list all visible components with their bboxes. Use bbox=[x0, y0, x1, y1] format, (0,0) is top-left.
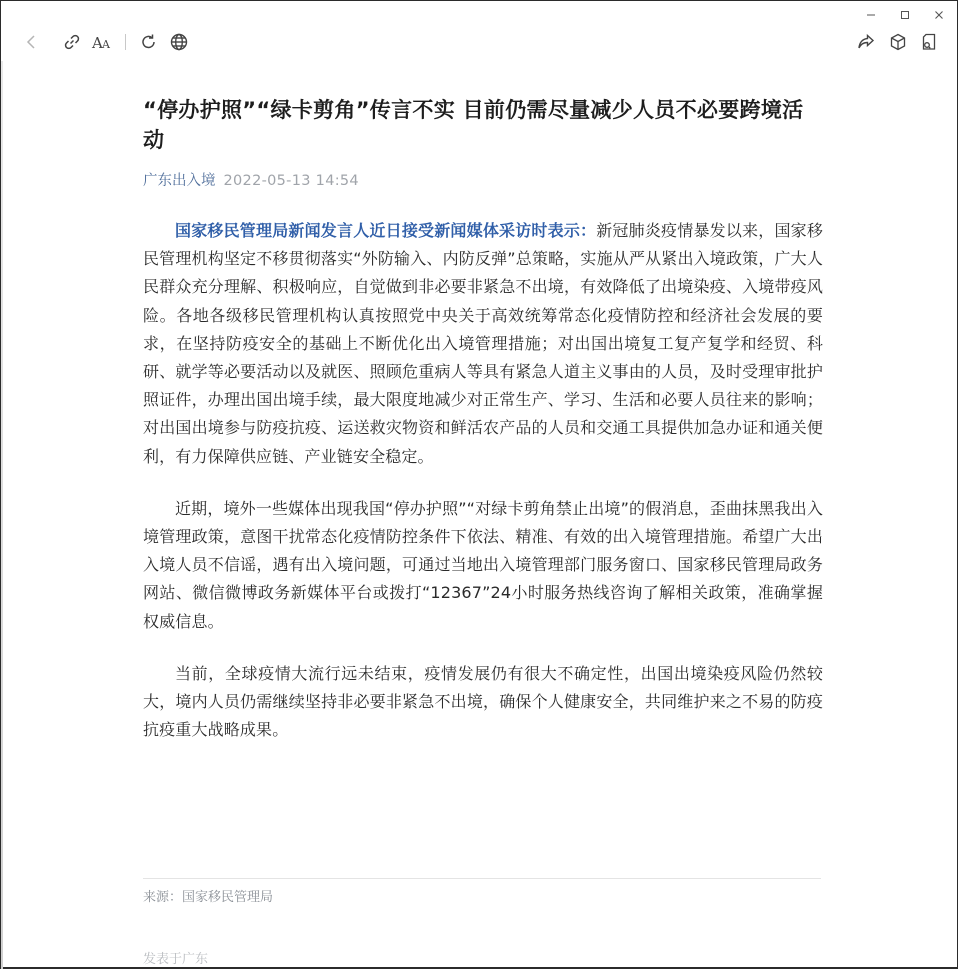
article-meta bbox=[143, 171, 823, 191]
globe-icon[interactable] bbox=[168, 31, 190, 53]
footer-divider bbox=[143, 878, 821, 879]
reader-mode-icon[interactable] bbox=[919, 31, 941, 53]
article-title: “停办护照”“绿卡剪角”传言不实 目前仍需尽量减少人员不必要跨境活动 bbox=[143, 98, 804, 152]
posted-location: 发表于广东 bbox=[143, 952, 209, 967]
minimize-icon[interactable] bbox=[863, 7, 879, 23]
article-paragraph bbox=[143, 660, 823, 745]
svg-text:A: A bbox=[92, 34, 103, 52]
article-body bbox=[143, 217, 823, 744]
footer-source: 来源：国家移民管理局 bbox=[143, 890, 274, 905]
article-time: 2022-05-13 14:54 bbox=[223, 173, 359, 189]
share-icon[interactable] bbox=[855, 31, 877, 53]
paragraph-lead: 国家移民管理局新闻发言人近日接受新闻媒体采访时表示： bbox=[175, 221, 597, 240]
back-icon[interactable] bbox=[21, 31, 43, 53]
toolbar bbox=[1, 27, 957, 57]
svg-text:A: A bbox=[102, 38, 110, 51]
font-size-icon[interactable] bbox=[91, 31, 113, 53]
article-paragraph bbox=[143, 217, 823, 471]
window-edge bbox=[1, 61, 3, 969]
refresh-icon[interactable] bbox=[138, 31, 160, 53]
article bbox=[143, 95, 823, 768]
paragraph-text: 近期，境外一些媒体出现我国“停办护照”“对绿卡剪角禁止出境”的假消息，歪曲抹黑我出入境管理政策，意图干扰常态化疫情防控条件下依法、精准、有效的出入境管理措施。希望广大出入境人员不信谣，遇有出入境问题，可通过当地出入境管理部门服务窗口、国家移民管理局政务网站、微信微博政务新媒体平台或拨打“12367”24小时服务热线咨询了解相关政策，准确掌握权威信息。 bbox=[143, 498, 823, 631]
close-icon[interactable] bbox=[931, 7, 947, 23]
maximize-icon[interactable] bbox=[897, 7, 913, 23]
article-paragraph bbox=[143, 495, 823, 636]
article-source[interactable]: 广东出入境 bbox=[143, 173, 216, 189]
link-icon[interactable] bbox=[61, 31, 83, 53]
toolbar-right bbox=[855, 27, 941, 57]
window-controls bbox=[863, 7, 947, 23]
cube-icon[interactable] bbox=[887, 31, 909, 53]
paragraph-text: 当前，全球疫情大流行远未结束，疫情发展仍有很大不确定性，出国出境染疫风险仍然较大，境内人员仍需继续坚持非必要非紧急不出境，确保个人健康安全，共同维护来之不易的防疫抗疫重大战略成果。 bbox=[143, 663, 823, 740]
toolbar-left bbox=[21, 27, 190, 57]
paragraph-text: 新冠肺炎疫情暴发以来，国家移民管理机构坚定不移贯彻落实“外防输入、内防反弹”总策略，实施从严从紧出入境政策，广大人民群众充分理解、积极响应，自觉做到非必要非紧急不出境，有效降低了出境染疫、入境带疫风险。各地各级移民管理机构认真按照党中央关于高效统筹常态化疫情防控和经济社会发展的要求，在坚持防疫安全的基础上不断优化出入境管理措施；对出国出境复工复产复学和经贸、科研、就学等必要活动以及就医、照顾危重病人等具有紧急人道主义事由的人员，及时受理审批护照证件，办理出国出境手续，最大限度地减少对正常生产、学习、生活和必要人员往来的影响；对出国出境参与防疫抗疫、运送救灾物资和鲜活农产品的人员和交通工具提供加急办证和通关便利，有力保障供应链、产业链安全稳定。 bbox=[143, 221, 823, 466]
toolbar-separator bbox=[125, 34, 126, 50]
